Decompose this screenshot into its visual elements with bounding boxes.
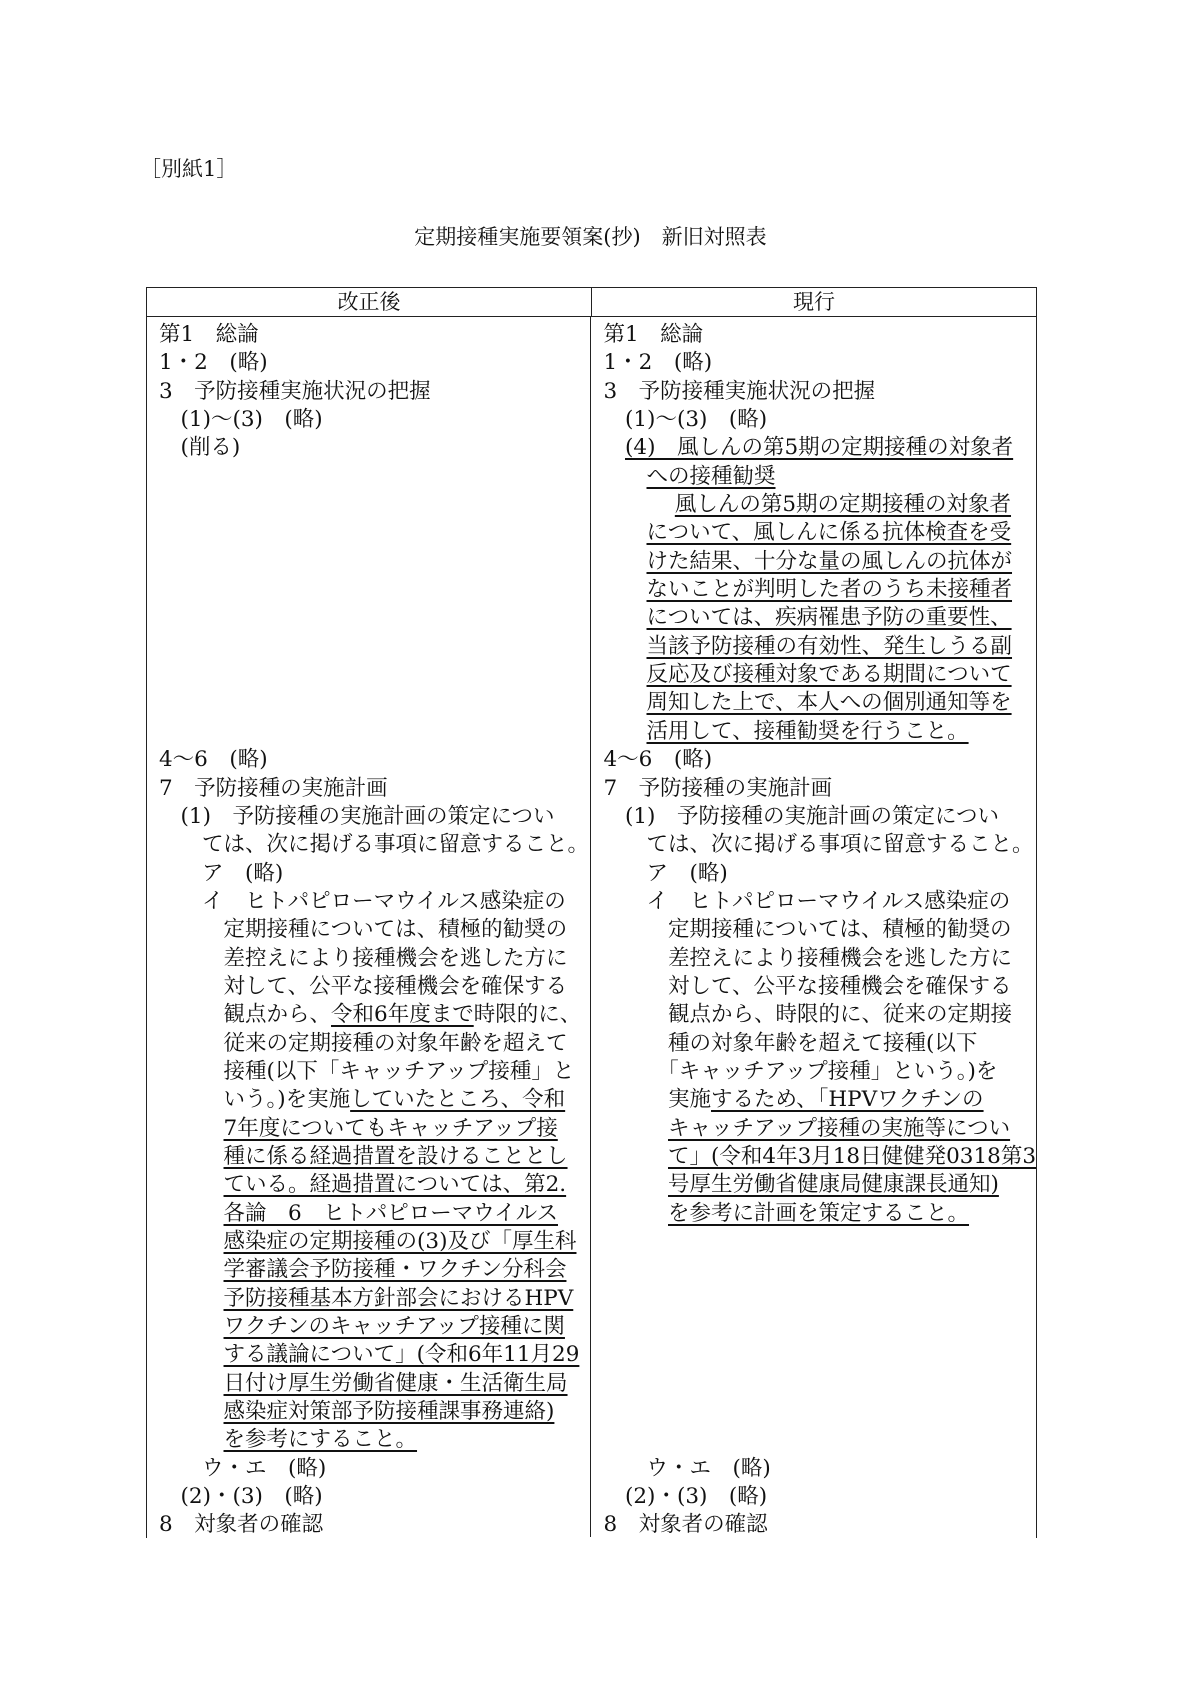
text-segment [159,1257,224,1282]
amended-text: 風しんの第5期の定期接種の対象者 [674,492,1012,518]
text-line [159,916,590,944]
text-line [159,1341,590,1369]
text-line [603,604,1036,632]
amended-text: キャッチアップ接種の実施等につい [668,1115,1011,1141]
text-segment: 差控えにより接種機会を逃した方に [603,945,1012,971]
text-segment: (1) 予防接種の実施計画の策定につい [159,803,555,829]
text-line [159,1058,590,1086]
text-segment: 1・2 (略) [159,350,268,376]
amended-text: 感染症の定期接種の(3)及び「厚生科 [223,1229,577,1254]
text-segment: 4～6 (略) [603,747,713,773]
text-line [159,718,590,746]
text-line [159,973,590,1001]
text-line [603,1426,1036,1454]
text-line [159,1200,590,1228]
amended-text: 当該予防接種の有効性、発生しうる副 [646,633,1013,659]
text-segment [159,1399,224,1424]
text-segment: (削る) [159,435,241,461]
text-segment: 対して、公平な接種機会を確保する [603,973,1012,999]
text-segment: 第1 総論 [159,322,259,347]
text-line [603,746,1036,774]
text-segment: 7 予防接種の実施計画 [603,775,833,801]
text-segment [159,1342,224,1367]
text-line [603,1341,1036,1369]
text-line [603,378,1036,406]
text-line [159,434,590,462]
table-header [147,288,1036,317]
text-line [603,1313,1036,1341]
text-segment: ては、次に掲げる事項に留意すること。 [159,832,590,858]
text-line [603,1058,1036,1086]
text-line [159,1483,590,1511]
text-line [603,548,1036,576]
text-segment: 定期接種については、積極的勧奨の [159,917,568,943]
text-line [159,378,590,406]
text-line [159,1313,590,1341]
text-segment: 実施 [603,1087,711,1113]
amended-text: を参考にすること。 [223,1427,418,1453]
text-line [603,661,1036,689]
text-line [159,888,590,916]
text-line [603,1171,1036,1199]
text-line [603,519,1036,547]
text-line [159,406,590,434]
text-segment: 1・2 (略) [603,350,713,376]
amended-text: 令和6年度まで [331,1002,474,1028]
text-line [603,689,1036,717]
amended-text: 活用して、接種勧奨を行うこと。 [646,718,969,744]
text-segment [603,435,625,460]
text-line [159,1171,590,1199]
text-line [159,1143,590,1171]
amended-text: 種に係る経過措置を設けることとし [223,1143,568,1169]
text-segment: 観点から、時限的に、従来の定期接 [603,1002,1012,1028]
text-line [159,519,590,547]
text-line [159,1455,590,1483]
text-line [159,576,590,604]
text-line [159,1511,590,1539]
text-line [603,576,1036,604]
text-segment: ウ・エ (略) [159,1455,327,1481]
text-line [603,1115,1036,1143]
text-line [603,1001,1036,1029]
document-title: 定期接種実施要領案(抄) 新旧対照表 [414,225,767,249]
text-line [603,349,1036,377]
text-segment [603,464,646,489]
text-segment: 時限的に、 [473,1002,582,1028]
text-segment: 「キャッチアップ接種」という。)を [603,1058,998,1084]
text-line [159,604,590,632]
amended-text: けた結果、十分な量の風しんの抗体が [646,548,1013,574]
text-line [159,463,590,491]
text-segment: ウ・エ (略) [603,1455,771,1481]
text-line [159,349,590,377]
text-segment [159,1286,224,1311]
text-line [159,831,590,859]
text-line [603,1086,1036,1114]
text-segment: 定期接種については、積極的勧奨の [603,917,1012,943]
amended-text: 号厚生労働省健康局健康課長通知) [668,1172,999,1198]
text-segment: 差控えにより接種機会を逃した方に [159,945,568,971]
text-line [603,434,1036,462]
amended-text: する議論について」(令和6年11月29 [223,1342,580,1368]
text-segment [603,605,646,630]
amended-text: 感染症対策部予防接種課事務連絡) [223,1399,555,1425]
amended-text: 各論 6 ヒトパピローマウイルス [223,1200,558,1226]
text-line [159,689,590,717]
text-segment: イ ヒトパピローマウイルス感染症の [159,888,566,914]
text-segment: イ ヒトパピローマウイルス感染症の [603,888,1011,914]
amended-text: 反応及び接種対象である期間について [646,662,1012,688]
amended-text: 予防接種基本方針部会におけるHPV [223,1285,574,1311]
text-line [603,775,1036,803]
amended-text: 日付け厚生労働省健康・生活衛生局 [223,1370,568,1396]
text-segment: 観点から、 [159,1002,332,1028]
amended-text: するため、「HPVワクチンの [711,1087,984,1113]
text-segment [159,1427,224,1452]
text-segment [159,1172,224,1197]
text-line [159,1115,590,1143]
text-segment: (1)～(3) (略) [603,407,768,433]
text-line [159,1285,590,1313]
text-segment [603,690,646,715]
text-segment: (1)～(3) (略) [159,407,323,433]
text-segment: 3 予防接種実施状況の把握 [603,378,876,404]
text-line [159,1370,590,1398]
text-line [159,1426,590,1454]
text-line [159,1398,590,1426]
text-segment: 第1 総論 [603,322,704,347]
text-segment [603,1172,668,1197]
text-segment: 接種(以下「キャッチアップ接種」と [159,1058,575,1084]
text-line [159,633,590,661]
header-current: 現行 [793,290,835,314]
text-segment [603,662,646,687]
text-segment [603,1144,668,1169]
text-segment: (1) 予防接種の実施計画の策定につい [603,803,1000,829]
amended-text: ないことが判明した者のうち未接種者 [646,577,1013,603]
amended-text: 学審議会予防接種・ワクチン分科会 [223,1257,567,1283]
text-line [159,860,590,888]
text-line [603,888,1036,916]
amended-text: ワクチンのキャッチアップ接種に関 [223,1314,565,1340]
text-line [159,1001,590,1029]
text-segment: 8 対象者の確認 [159,1512,324,1538]
text-line [603,1228,1036,1256]
text-line [159,491,590,519]
comparison-table [146,287,1037,1538]
text-segment [159,1229,224,1254]
text-line [603,463,1036,491]
text-line [603,860,1036,888]
text-line [159,1030,590,1058]
text-line [603,633,1036,661]
text-line [159,321,590,349]
text-segment: ては、次に掲げる事項に留意すること。 [603,832,1034,858]
text-line [603,1143,1036,1171]
text-line [159,1228,590,1256]
text-segment [603,577,646,602]
table-body [147,317,1036,1537]
text-line [603,831,1036,859]
text-line [603,803,1036,831]
text-segment: 3 予防接種実施状況の把握 [159,378,431,404]
text-segment [603,520,646,545]
text-line [603,1370,1036,1398]
text-line [159,775,590,803]
text-line [603,945,1036,973]
text-line [603,973,1036,1001]
text-line [159,548,590,576]
text-line [603,1030,1036,1058]
text-segment [159,1144,224,1169]
text-segment: 8 対象者の確認 [603,1512,768,1538]
text-line [603,321,1036,349]
text-segment [603,492,674,517]
text-segment: 従来の定期接種の対象年齢を超えて [159,1030,568,1056]
amended-text: て」(令和4年3月18日健健発0318第3 [668,1143,1036,1169]
text-line [603,916,1036,944]
attachment-label: ［別紙1］ [140,157,238,181]
text-segment: (2)・(3) (略) [603,1484,768,1510]
amended-text: については、疾病罹患予防の重要性、 [646,605,1012,631]
text-line [159,746,590,774]
text-line [603,491,1036,519]
text-segment [159,1116,224,1141]
text-line [603,406,1036,434]
text-segment [603,549,646,574]
amended-text: (4) 風しんの第5期の定期接種の対象者 [625,435,1014,461]
amended-text: 周知した上で、本人への個別通知等を [646,690,1012,716]
text-line [603,718,1036,746]
text-segment: 7 予防接種の実施計画 [159,775,388,801]
text-segment: ア (略) [603,860,728,886]
amended-text: していたところ、令和 [350,1087,566,1113]
text-line [159,1086,590,1114]
amended-text: について、風しんに係る抗体検査を受 [646,520,1012,546]
text-line [159,803,590,831]
amended-text: ている。経過措置については、第2. [223,1172,567,1198]
text-segment [159,1314,224,1339]
text-line [159,945,590,973]
current-column [591,317,1036,1537]
text-line [603,1200,1036,1228]
text-segment: 種の対象年齢を超えて接種(以下 [603,1030,978,1056]
text-segment [159,1201,224,1226]
amended-text: への接種勧奨 [646,463,776,489]
text-segment: 対して、公平な接種機会を確保する [159,973,568,999]
text-segment: いう。)を実施 [159,1087,351,1113]
text-line [159,1256,590,1284]
text-line [603,1483,1036,1511]
text-line [603,1398,1036,1426]
text-line [603,1511,1036,1539]
text-segment [603,634,646,659]
text-segment [603,1116,668,1141]
amended-text: 7年度についてもキャッチアップ接 [223,1115,558,1141]
text-segment: ア (略) [159,860,284,886]
revised-column [147,317,591,1537]
text-segment: (2)・(3) (略) [159,1484,323,1510]
text-line [603,1285,1036,1313]
text-line [603,1455,1036,1483]
text-segment [603,719,646,744]
text-segment [603,1201,668,1226]
text-segment: 4～6 (略) [159,747,268,773]
amended-text: を参考に計画を策定すること。 [668,1200,970,1226]
header-revised: 改正後 [147,288,592,316]
text-segment [159,1371,224,1396]
text-line [159,661,590,689]
text-line [603,1256,1036,1284]
